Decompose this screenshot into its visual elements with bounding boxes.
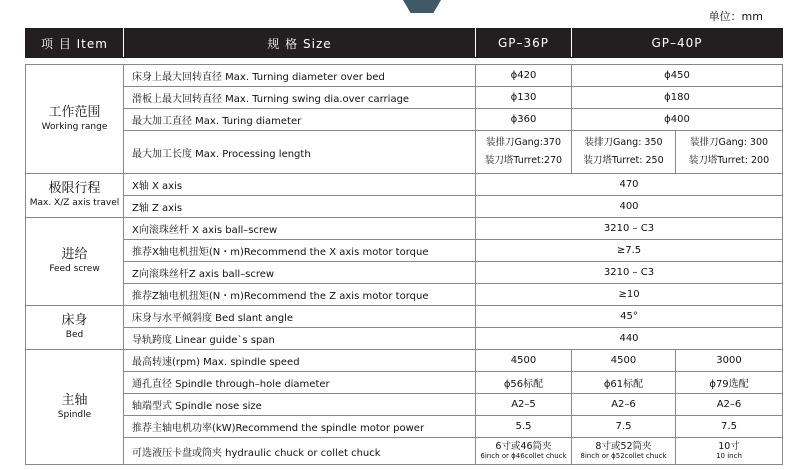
- value-cell: 5.5: [476, 416, 572, 438]
- value-cell: ϕ56标配: [476, 372, 572, 394]
- header-spec: 规 格 Size: [124, 29, 476, 58]
- spec-cell: 轴端型式 Spindle nose size: [124, 394, 476, 416]
- chuck-value: 8寸或52筒夹: [595, 441, 652, 453]
- spec-cell: 滑板上最大回转直径 Max. Turning swing dia.over carriage: [124, 87, 476, 109]
- value-cell: ϕ180: [572, 87, 783, 109]
- value-cell: ϕ420: [476, 65, 572, 87]
- group-zh: 工作范围: [48, 104, 101, 120]
- table-row: [26, 350, 783, 372]
- table-row: [26, 131, 783, 174]
- header-model-2: GP–40P: [572, 29, 783, 58]
- value-cell: [676, 438, 783, 465]
- spec-table: [25, 28, 783, 465]
- table-row: [26, 372, 783, 394]
- table-row: [26, 240, 783, 262]
- turret-value: 装刀塔Turret: 250: [583, 155, 664, 166]
- spec-cell: 导轨跨度 Linear guide`s span: [124, 328, 476, 350]
- table-row: [26, 174, 783, 196]
- spec-cell: Z轴 Z axis: [124, 196, 476, 218]
- value-cell: A2–6: [676, 394, 783, 416]
- table-row: [26, 262, 783, 284]
- chuck-note: 10 inch: [716, 451, 742, 460]
- group-zh: 床身: [61, 313, 88, 329]
- gang-value: 装排刀Gang: 300: [689, 136, 769, 148]
- value-cell: 3210 – C3: [476, 262, 783, 284]
- table-row: [26, 284, 783, 306]
- spec-cell: 最大加工直径 Max. Turing diameter: [124, 109, 476, 131]
- chuck-note: 8inch or ϕ52collet chuck: [580, 451, 667, 460]
- group-limit-travel: [26, 174, 124, 218]
- header-item: 项 目 Item: [26, 29, 124, 58]
- group-working-range: [26, 65, 124, 174]
- value-cell: 3000: [676, 350, 783, 372]
- turret-value: 装刀塔Turret:270: [484, 155, 563, 166]
- value-cell: ϕ79选配: [676, 372, 783, 394]
- table-row: [26, 394, 783, 416]
- table-row: [26, 65, 783, 87]
- chuck-value: 10寸: [718, 441, 740, 453]
- gang-value: 装排刀Gang: 350: [584, 136, 663, 148]
- value-cell: [476, 131, 572, 174]
- value-cell: 7.5: [676, 416, 783, 438]
- value-cell: A2–5: [476, 394, 572, 416]
- value-cell: ϕ130: [476, 87, 572, 109]
- value-cell: 3210 – C3: [476, 218, 783, 240]
- table-row: [26, 218, 783, 240]
- table-row: [26, 306, 783, 328]
- value-cell: ϕ360: [476, 109, 572, 131]
- spec-cell: 推荐X轴电机扭矩(N・m)Recommend the X axis motor torque: [124, 240, 476, 262]
- turret-value: 装刀塔Turret: 200: [688, 155, 770, 166]
- group-spindle: [26, 350, 124, 465]
- table-row: [26, 109, 783, 131]
- group-en: Max. X/Z axis travel: [29, 198, 120, 209]
- gang-value: 装排刀Gang:370: [485, 136, 562, 148]
- spec-cell: X轴 X axis: [124, 174, 476, 196]
- chuck-note: 6inch or ϕ46collet chuck: [480, 451, 567, 460]
- value-cell: 45°: [476, 306, 783, 328]
- group-en: Working range: [41, 121, 108, 132]
- value-cell: [572, 438, 676, 465]
- group-en: Bed: [65, 330, 84, 341]
- value-cell: [476, 438, 572, 465]
- spec-cell: 通孔直径 Spindle through–hole diameter: [124, 372, 476, 394]
- group-bed: [26, 306, 124, 350]
- unit-note: 单位：mm: [708, 10, 763, 23]
- table-row: [26, 438, 783, 465]
- value-cell: ≥7.5: [476, 240, 783, 262]
- header-row: [26, 29, 783, 58]
- spec-cell: 最高转速(rpm) Max. spindle speed: [124, 350, 476, 372]
- spec-cell: 可选液压卡盘或筒夹 hydraulic chuck or collet chuck: [124, 438, 476, 465]
- value-cell: 470: [476, 174, 783, 196]
- spacer-row: [26, 58, 783, 65]
- value-cell: ≥10: [476, 284, 783, 306]
- value-cell: 4500: [572, 350, 676, 372]
- spec-cell: 床身与水平倾斜度 Bed slant angle: [124, 306, 476, 328]
- spec-cell: 床身上最大回转直径 Max. Turning diameter over bed: [124, 65, 476, 87]
- value-cell: 7.5: [572, 416, 676, 438]
- table-row: [26, 196, 783, 218]
- spec-cell: 推荐主轴电机功率(kW)Recommend the spindle motor power: [124, 416, 476, 438]
- spec-cell: 最大加工长度 Max. Processing length: [124, 131, 476, 174]
- logo-tab: [403, 0, 441, 13]
- table-row: [26, 87, 783, 109]
- value-cell: ϕ450: [572, 65, 783, 87]
- spec-cell: X向滚珠丝杆 X axis ball–screw: [124, 218, 476, 240]
- header-model-1: GP–36P: [476, 29, 572, 58]
- group-zh: 主轴: [61, 392, 88, 408]
- table-row: [26, 416, 783, 438]
- group-en: Spindle: [57, 409, 92, 420]
- value-cell: 4500: [476, 350, 572, 372]
- group-zh: 进给: [61, 247, 88, 263]
- group-en: Feed screw: [49, 264, 100, 275]
- value-cell: 400: [476, 196, 783, 218]
- value-cell: 440: [476, 328, 783, 350]
- value-cell: [676, 131, 783, 174]
- group-zh: 极限行程: [48, 181, 101, 197]
- value-cell: ϕ61标配: [572, 372, 676, 394]
- value-cell: [572, 131, 676, 174]
- spec-cell: Z向滚珠丝杆Z axis ball–screw: [124, 262, 476, 284]
- value-cell: ϕ400: [572, 109, 783, 131]
- value-cell: A2–6: [572, 394, 676, 416]
- table-row: [26, 328, 783, 350]
- spec-cell: 推荐Z轴电机扭矩(N・m)Recommend the Z axis motor torque: [124, 284, 476, 306]
- group-feed: [26, 218, 124, 306]
- chuck-value: 6寸或46筒夹: [495, 441, 552, 453]
